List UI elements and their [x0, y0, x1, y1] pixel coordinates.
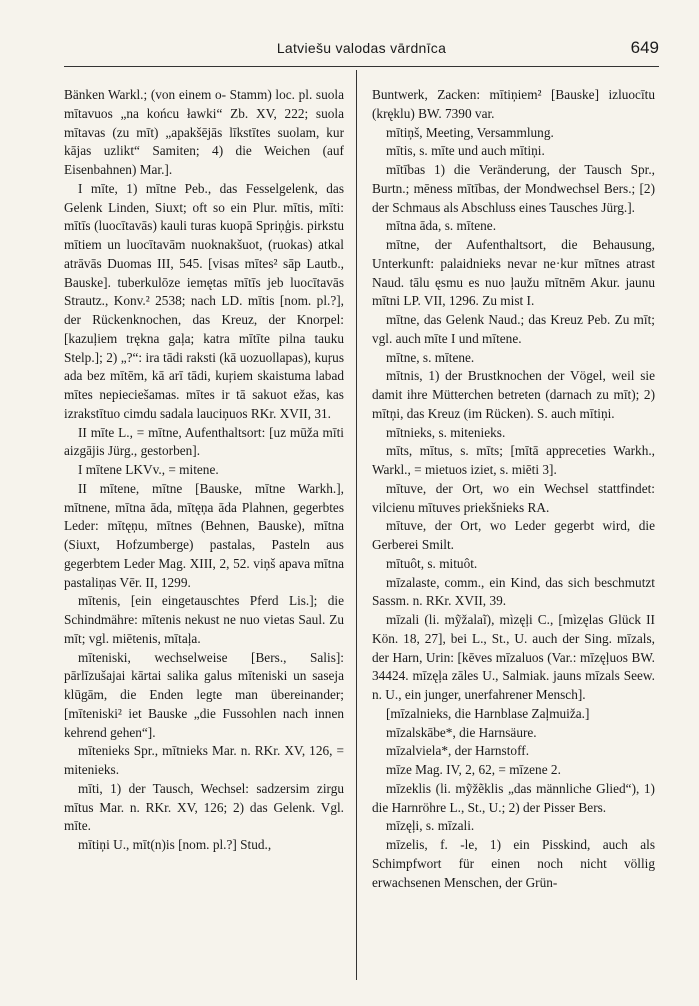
dictionary-entry: I mītene LKVv., = mitene. [78, 462, 219, 477]
dictionary-entry: mītnieks, s. mitenieks. [386, 424, 506, 440]
dictionary-entry: mīzalaste, comm., ein Kind, das sich beschmutzt Sassm. n. RKr. XVII, 39. [372, 574, 655, 609]
dictionary-entry: mīze Mag. IV, 2, 62, = mīzene 2. [386, 762, 561, 777]
dictionary-entry: mīteniski, wechselweise [Bers., Salis]: pārlīzušajai kārtai salika galus mīteniski un saseja klūgām, die Enden legte man übereinander; [mīteniski² iet Bauske „die Fussohlen nach innen kehrend gehen“]. [64, 649, 344, 740]
dictionary-entry: mīzelis, f. -le, 1) ein Pisskind, auch als Schimpfwort für einen noch nicht völlig erwachsenen Menschen, der Grün- [372, 837, 655, 890]
right-column [372, 86, 655, 892]
dictionary-entry: mītenis, [ein eingetauschtes Pferd Lis.]; die Schindmähre: mītenis nekust ne nuo vietas Saul. Zu mīt; vgl. miētenis, mītaļa. [64, 593, 344, 646]
dictionary-entry: mīzeklis (li. mỹžẽklis „das männliche Glied“), 1) die Harnröhre L., St., U.; 2) der Pisser Bers. [372, 780, 655, 815]
dictionary-entry: Buntwerk, Zacken: mītiņiem² [Bauske] izluocītu (kręklu) BW. 7390 var. [372, 87, 655, 121]
dictionary-entry: mītnis, 1) der Brustknochen der Vögel, weil sie damit ihre Mütterchen betreten (darnach zu mīt); 2) mītņi, das Kreuz (im Rücken). S. auch mītiņi. [372, 368, 655, 421]
left-column [64, 86, 344, 855]
dictionary-entry: mītības 1) die Veränderung, der Tausch Spr., Burtn.; mēness mītības, der Mondwechsel Bers.; [2) der Schmaus als Abschluss eines Tausches Jürg.]. [372, 162, 655, 215]
dictionary-entry: II mītene, mītne [Bauske, mītne Warkh.], mītnene, mītna āda, mītęņa āda Plahnen, gegerbtes Leder: mītęņu, mītnes (Behnen, Bauske), mītna (Siuxt, Hofzumberge) pastalas, Pasteln aus gegerbtem Leder Mag. XIII, 2, 52. viņš apava mītna pastaliņas Vēr. II, 1299. [64, 480, 344, 590]
dictionary-entry: mīzali (li. mỹžalaĩ), mìzęļi C., [mìzęlas Glück II Kön. 18, 27], bei L., St., U. auch der Sing. mīzals, der Harn, Urin: [kēves mīzaluos (Var.: mīzęļuos BW. 34424. mīzęļa zāles U., Salmiak. jauns mīzals Seew. n. U., ein junger, unerfahrener Mensch]. [372, 612, 655, 702]
dictionary-entry: mītuôt, s. mituôt. [386, 555, 478, 571]
running-title: Latviešu valodas vārdnīca [276, 40, 447, 56]
dictionary-entry: [mīzalnieks, die Harnblase Zaļmuiža.] [386, 705, 590, 721]
dictionary-entry: II mīte L., = mītne, Aufenthaltsort: [uz mūža mīti aizgājis Jürg., gestorben]. [64, 424, 344, 459]
dictionary-entry: mītis, s. mīte und auch mītiņi. [386, 143, 545, 159]
dictionary-entry: mīts, mītus, s. mīts; [mītā appreceties Warkh., Warkl., = mietuos iziet, s. miēti 3]. [372, 443, 655, 477]
dictionary-entry: mītiņš, Meeting, Versammlung. [386, 124, 554, 140]
dictionary-entry: I mīte, 1) mītne Peb., das Fesselgelenk, das Gelenk Linden, Siuxt; oft so ein Plur. mītis, mīti: mītīs (luocītavās) kauli turas kuopā Spriņģis. pirkstu mītiem un luocītavām nuoknakšuot, (ruokas) atkal atrāvās Duomas III, 545. [visas mītes² sāp Lautb., Bauske]. tuberkulōze iemętas mītīs jeb luocītavās Strautz., Konv.² 2538; nach LD. mītis [nom. pl.?], der Rückenknochen, das Kreuz, der Knorpel: [kazuļiem trękna gaļa; katra mītīte pilna tauku Stelp.]; 2) „?“: ira tādi raksti (kā uozuollapas), kuŗus ada bez mītēm, kā arī tādi, kuŗiem skaistuma labad mītes nepieciešamas. mītes ir tā sakuot ežas, kas izrakstītuo cimdu sadala lauciņuos RKr. XVII, 31. [64, 180, 344, 421]
dictionary-entry: mītne, s. mītene. [386, 349, 475, 365]
header-rule [64, 66, 659, 67]
page-number: 649 [630, 38, 659, 57]
dictionary-entry: mītne, das Gelenk Naud.; das Kreuz Peb. Zu mīt; vgl. auch mīte I und mītene. [372, 312, 655, 346]
dictionary-entry: mīti, 1) der Tausch, Wechsel: sadzersim zirgu mītus Mar. n. RKr. XV, 126; 2) das Gelenk. Vgl. mīte. [64, 780, 344, 834]
column-divider [356, 70, 357, 980]
dictionary-entry: mītiņi U., mīt(n)is [nom. pl.?] Stud., [78, 837, 272, 852]
dictionary-entry: mītuve, der Ort, wo Leder gegerbt wird, die Gerberei Smilt. [372, 518, 655, 552]
dictionary-entry: Bänken Warkl.; (von einem o- Stamm) loc. pl. suola mītavuos „na końcu ławki“ Zb. XV, 222; suola mītavas (zu mīt) „apakšējās līkstītes suolam, kur kājas uzlikt“ Samiten; 4) die Weichen (auf Eisenbahnen) Mar.]. [64, 87, 344, 177]
dictionary-entry: mītenieks Spr., mītnieks Mar. n. RKr. XV, 126, = mitenieks. [64, 743, 344, 777]
page-header [64, 40, 659, 64]
dictionary-entry: mītna āda, s. mītene. [386, 218, 497, 234]
dictionary-entry: mītuve, der Ort, wo ein Wechsel stattfindet: vilcienu mītuves priekšnieks RA. [372, 480, 655, 515]
dictionary-entry: mītne, der Aufenthaltsort, die Behausung, Unterkunft: palaidnieks nevar ne·kur mītnes atrast Naud. tālu ęsmu es nuo ļaužu mītnēm Akur. jaunu mītni LP. VII, 1296. Zu mist I. [372, 237, 655, 309]
dictionary-entry: mīzęļi, s. mīzali. [386, 818, 475, 834]
dictionary-entry: mīzalskābe*, die Harnsäure. [386, 724, 537, 740]
dictionary-entry: mīzalviela*, der Harnstoff. [386, 743, 530, 759]
